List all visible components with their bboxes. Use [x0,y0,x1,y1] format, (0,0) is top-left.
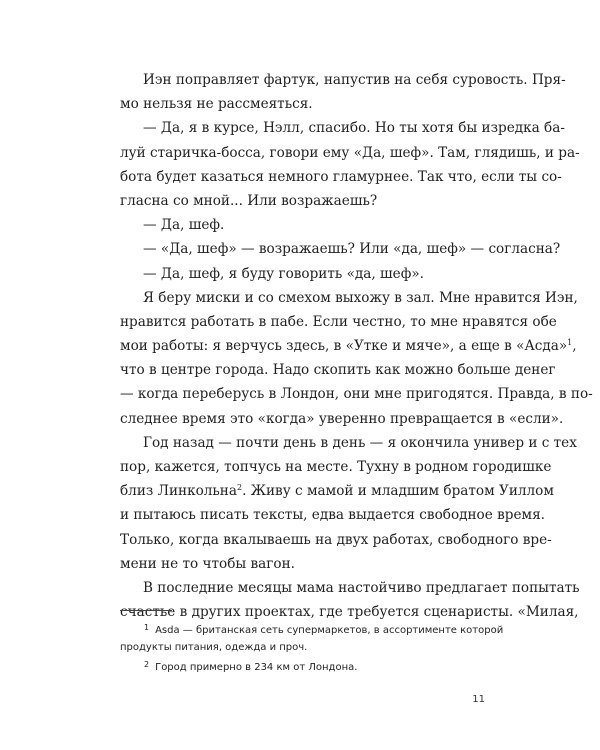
text-line: и пытаюсь писать тексты, едва выдается свободное время. [120,507,545,524]
footnote: $^2$ Город примерно в 234 км от Лондона. [144,660,358,673]
footnote: $^1$ Asda — британская сеть супермаркетов, в ассортименте которой [144,623,504,636]
text-line: Только, когда вкалываешь на двух работах, свободного вре- [120,531,552,548]
text-line: — когда переберусь в Лондон, они мне пригодятся. Правда, в по- [120,386,593,403]
text-line: — Да, шеф. [143,217,225,234]
footnote-number: 1 [144,623,150,632]
text-line: — «Да, шеф» — возражаешь? Или «да, шеф» — согласна? [143,241,561,258]
text-line: следнее время это «когда» уверенно превращается в «если». [120,410,564,427]
text-line: — Да, я в курсе, Нэлл, спасибо. Но ты хотя бы изредка ба- [143,120,565,137]
footnote-divider [120,610,172,611]
text-line: Год назад — почти день в день — я окончила универ и с тех [143,434,577,451]
text-line: — Да, шеф, я буду говорить «да, шеф». [143,265,424,282]
text-line: счастье в других проектах, где требуется сценаристы. «Милая, [120,604,579,621]
text-line: мени не то чтобы вагон. [120,555,295,572]
text-line: В последние месяцы мама настойчиво предлагает попытать [143,579,580,596]
text-line: пор, кажется, топчусь на месте. Тухну в родном городишке [120,459,552,475]
text-line: гласна со мной... Или возражаешь? [120,192,378,209]
body-text [120,68,593,624]
page-number: 11 [472,694,485,705]
text-line: Я беру миски и со смехом выхожу в зал. Мне нравится Иэн, [143,289,578,306]
footnote: продукты питания, одежда и проч. [120,642,308,653]
text-line: луй старичка-босса, говори ему «Да, шеф». Там, глядишь, и ра- [120,144,580,161]
text-line: нравится работать в пабе. Если честно, то мне нравятся обе [120,313,557,330]
footnote-number: 2 [144,660,150,669]
text-line: что в центре города. Надо скопить как можно больше денег [120,362,556,379]
text-line: бота будет казаться немного гламурнее. Так что, если ты со- [120,168,562,185]
text-line: близ Линкольна$^2$. Живу с мамой и младшим братом Уиллом [120,483,554,500]
footnotes [120,619,504,676]
text-line: Иэн поправляет фартук, напустив на себя суровость. Пря- [143,72,566,88]
footnote-ref: 1 [567,338,573,348]
text-line: мои работы: я верчусь здесь, в «Утке и мяче», а еще в «Асда»$^1$, [120,338,577,355]
footnote-ref: 2 [236,483,243,493]
text-line: мо нельзя не рассмеяться. [120,96,313,113]
